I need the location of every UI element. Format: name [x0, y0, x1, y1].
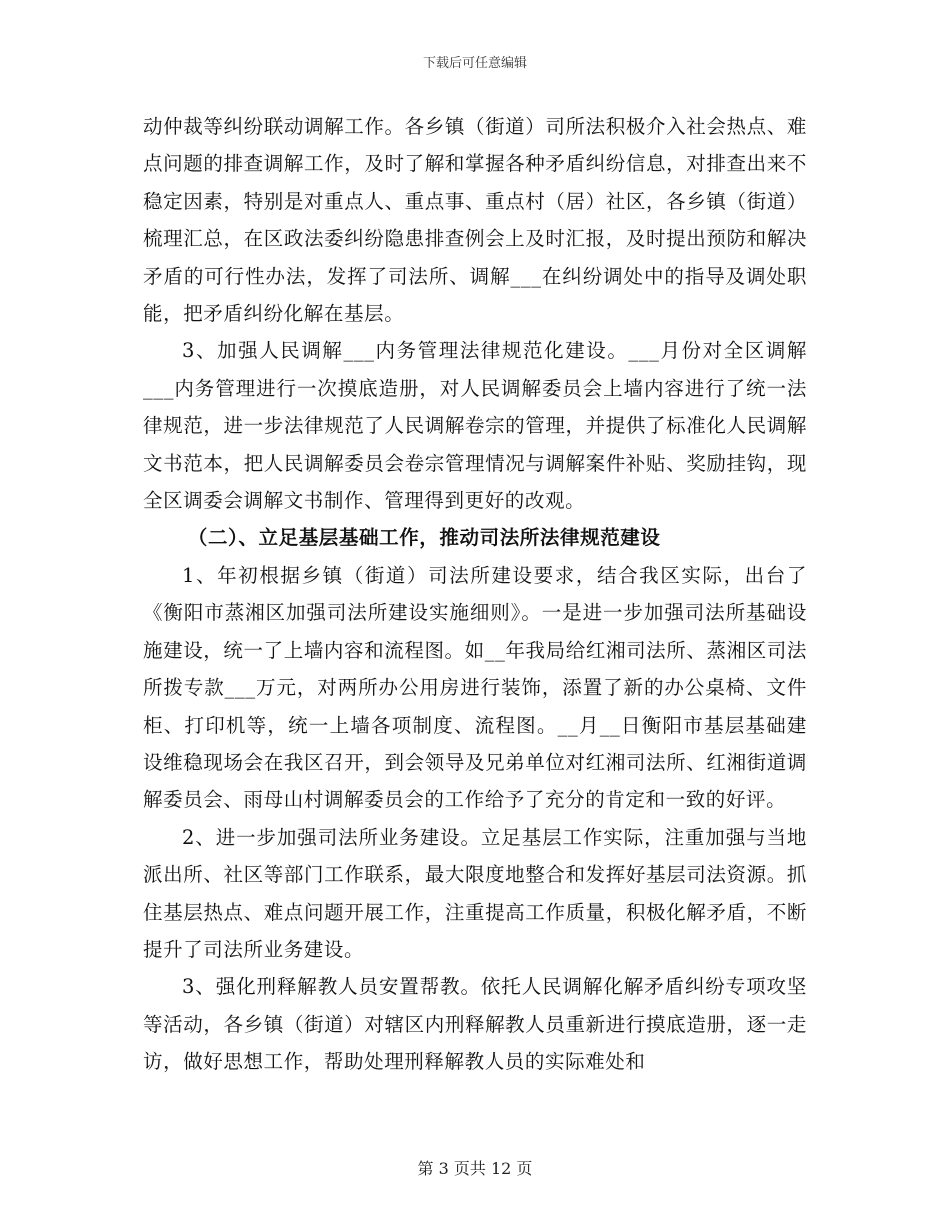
- paragraph-item-2-business: 2、进一步加强司法所业务建设。立足基层工作实际，注重加强与当地派出所、社区等部门工作联系，最大限度地整合和发挥好基层司法资源。抓住基层热点、难点问题开展工作，注重提高工作质量，积极化解矛盾，不断提升了司法所业务建设。: [143, 825, 807, 961]
- paragraph-continued: 动仲裁等纠纷联动调解工作。各乡镇（街道）司所法积极介入社会热点、难点问题的排查调解工作，及时了解和掌握各种矛盾纠纷信息，对排查出来不稳定因素，特别是对重点人、重点事、重点村（居）社区，各乡镇（街道）梳理汇总，在区政法委纠纷隐患排查例会上及时汇报，及时提出预防和解决矛盾的可行性办法，发挥了司法所、调解___在纠纷调处中的指导及调处职能，把矛盾纠纷化解在基层。: [143, 115, 807, 326]
- paragraph-item-3-mediation: 3、加强人民调解___内务管理法律规范化建设。___月份对全区调解___内务管理进行一次摸底造册，对人民调解委员会上墙内容进行了统一法律规范，进一步法律规范了人民调解卷宗的管理，并提供了标准化人民调解文书范本，把人民调解委员会卷宗管理情况与调解案件补贴、奖励挂钩，现全区调委会调解文书制作、管理得到更好的改观。: [143, 339, 807, 513]
- page-header: 下载后可任意编辑: [422, 56, 527, 71]
- paragraph-item-1-infrastructure: 1、年初根据乡镇（街道）司法所建设要求，结合我区实际，出台了《衡阳市蒸湘区加强司法所建设实施细则》。一是进一步加强司法所基础设施建设，统一了上墙内容和流程图。如__年我局给红湘司法所、蒸湘区司法所拨专款___万元，对两所办公用房进行装饰，添置了新的办公桌椅、文件柜、打印机等，统一上墙各项制度、流程图。__月__日衡阳市基层基础建设维稳现场会在我区召开，到会领导及兄弟单位对红湘司法所、红湘街道调解委员会、雨母山村调解委员会的工作给予了充分的肯定和一致的好评。: [143, 563, 807, 812]
- section-heading: （二）、立足基层基础工作，推动司法所法律规范建设: [187, 526, 661, 550]
- page-footer: 第 3 页共 12 页: [417, 1159, 533, 1178]
- paragraph-item-3-resettlement: 3、强化刑释解教人员安置帮教。依托人民调解化解矛盾纠纷专项攻坚等活动，各乡镇（街道）对辖区内刑释解教人员重新进行摸底造册，逐一走访，做好思想工作，帮助处理刑释解教人员的实际难处和: [143, 975, 807, 1074]
- document-body: [143, 108, 807, 1081]
